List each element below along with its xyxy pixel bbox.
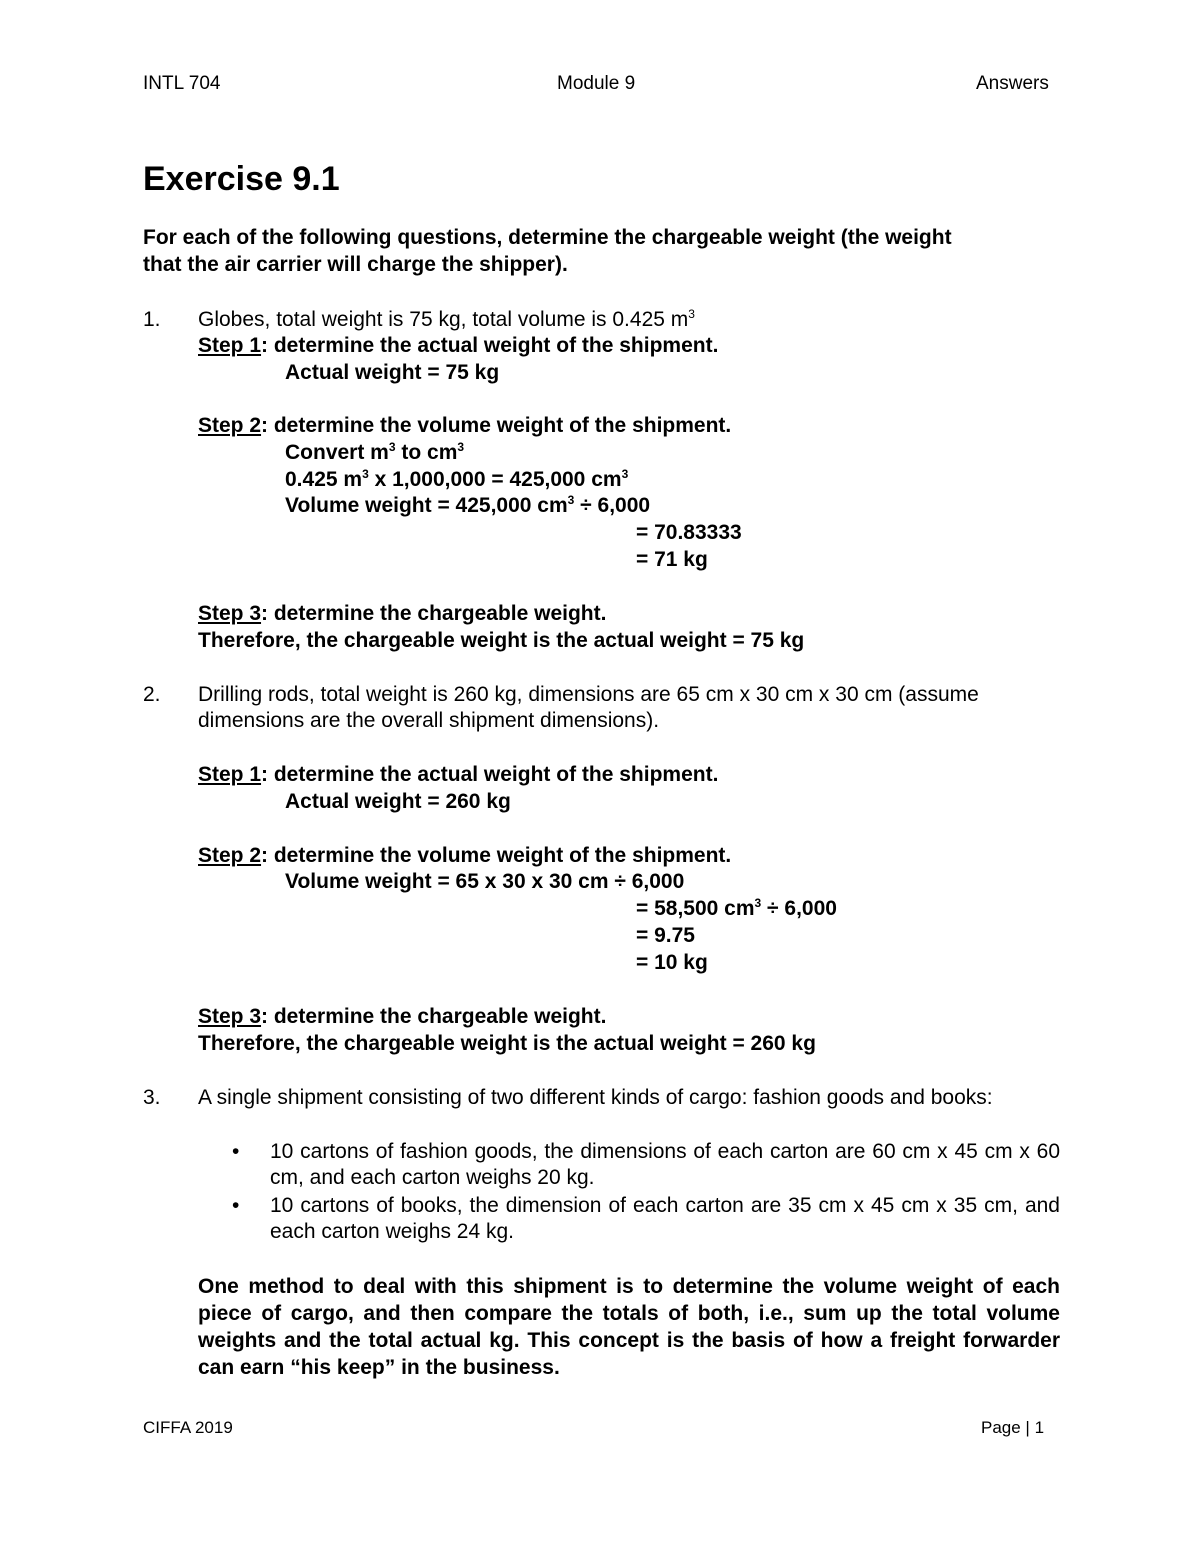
q2-step2: Step 2: determine the volume weight of the shipment. <box>198 844 732 867</box>
page-number: 1 <box>1034 1418 1045 1437</box>
bullet-icon: • <box>232 1140 240 1163</box>
q1-text: Globes, total weight is 75 kg, total volume is 0.425 $m^3$ <box>198 307 695 331</box>
footer-page: Page | 1 <box>981 1418 1045 1437</box>
intro-line-2: that the air carrier will charge the shipper). <box>143 253 568 276</box>
page-title: Exercise 9.1 <box>143 160 340 198</box>
q3-bullet-2: 10 cartons of books, the dimension of each carton are 35 cm x 45 cm x 35 cm, and each carton weighs 24 kg. <box>270 1194 1060 1243</box>
q3-text: A single shipment consisting of two different kinds of cargo: fashion goods and books: <box>198 1086 993 1109</box>
q2-chargeable-weight: Therefore, the chargeable weight is the actual weight = 260 kg <box>198 1032 816 1055</box>
q2-step1: Step 1: determine the actual weight of the shipment. <box>198 763 719 786</box>
q2-volume-result-3: = 10 kg <box>636 951 708 974</box>
q1-actual-weight: Actual weight = 75 kg <box>285 361 500 384</box>
q2-number: 2. <box>143 683 161 706</box>
bullet-icon: • <box>232 1194 240 1217</box>
q3-number: 3. <box>143 1086 161 1109</box>
q1-number: 1. <box>143 308 161 331</box>
footer-ciffa: CIFFA 2019 <box>143 1418 233 1437</box>
q1-conversion-calc: 0.425 $m^3$ x 1,000,000 = 425,000 $cm^3$ <box>285 467 629 491</box>
q2-text-2: dimensions are the overall shipment dimensions). <box>198 709 660 732</box>
q2-volume-result-1: = 58,500 $cm^3 \div 6,000$ <box>636 896 837 920</box>
q1-convert: Convert $m^3$ to $cm^3$ <box>285 440 465 464</box>
header-course: INTL 704 <box>143 73 221 94</box>
q2-volume-result-2: = 9.75 <box>636 924 695 947</box>
q1-step2: Step 2: determine the volume weight of the shipment. <box>198 414 732 437</box>
q3-bullet-1: 10 cartons of fashion goods, the dimensions of each carton are 60 cm x 45 cm x 60 cm, and each carton weighs 20 kg. <box>270 1140 1060 1189</box>
q1-volume-result-1: = 70.83333 <box>636 521 742 544</box>
q1-step3: Step 3: determine the chargeable weight. <box>198 602 607 625</box>
q1-volume-result-2: = 71 kg <box>636 548 708 571</box>
q2-text-1: Drilling rods, total weight is 260 kg, dimensions are 65 cm x 30 cm x 30 cm (assume <box>198 683 979 706</box>
q2-volume-weight: Volume weight = 65 x 30 x 30 cm ÷ 6,000 <box>285 870 685 893</box>
q3-method-paragraph: One method to deal with this shipment is to determine the volume weight of each piece of cargo, and then compare the totals of both, i.e., sum up the total volume weights and the total actual kg. This concept is the basis of how a freight forwarder can earn “his keep” in the business. <box>198 1275 1060 1379</box>
q2-step3: Step 3: determine the chargeable weight. <box>198 1005 607 1028</box>
q1-step1: Step 1: determine the actual weight of the shipment. <box>198 334 719 357</box>
q1-chargeable-weight: Therefore, the chargeable weight is the actual weight = 75 kg <box>198 629 805 652</box>
q2-actual-weight: Actual weight = 260 kg <box>285 790 511 813</box>
header-answers: Answers <box>976 73 1049 94</box>
intro-line-1: For each of the following questions, determine the chargeable weight (the weight <box>143 226 952 249</box>
header-module: Module 9 <box>557 73 636 94</box>
q1-volume-weight: Volume weight = 425,000 $cm^3 \div 6,000$ <box>285 493 651 517</box>
